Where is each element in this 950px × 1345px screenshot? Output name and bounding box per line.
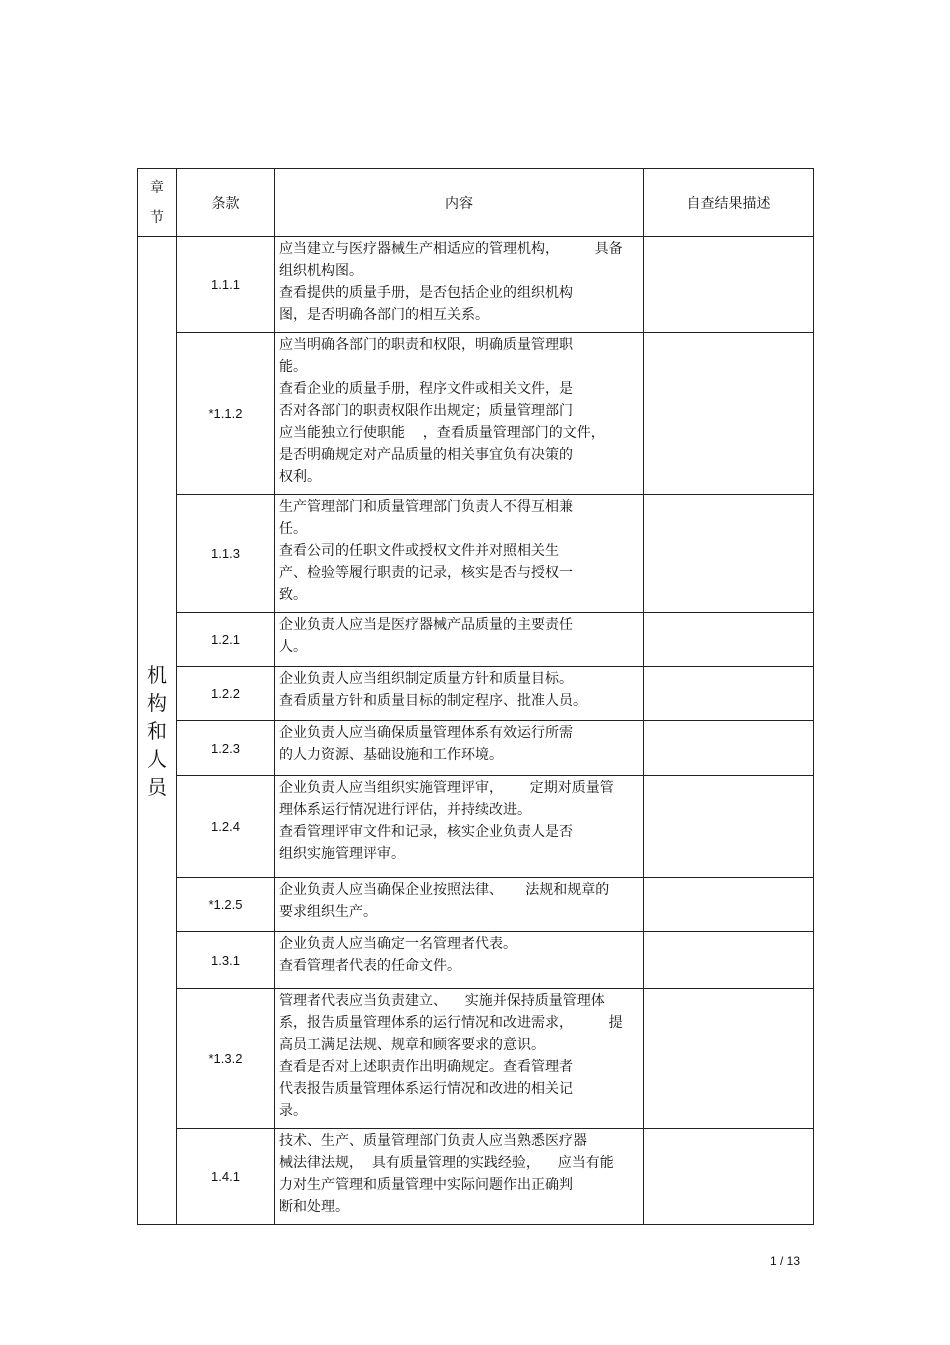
- result-cell[interactable]: [644, 776, 814, 878]
- content-line: 权利。: [279, 469, 321, 485]
- content-line: 企业负责人应当组织制定质量方针和质量目标。: [279, 671, 573, 687]
- table-row: [138, 989, 814, 1129]
- clause-cell: 1.2.4: [177, 776, 275, 878]
- result-cell[interactable]: [644, 495, 814, 613]
- content-line: 人。: [279, 639, 307, 655]
- table-row: [138, 1129, 814, 1225]
- content-line: 要求组织生产。: [279, 904, 377, 920]
- content-cell: [275, 878, 644, 932]
- content-line: 组织机构图。: [279, 263, 363, 279]
- content-line: 任。: [279, 521, 307, 537]
- content-line: 查看质量方针和质量目标的制定程序、批准人员。: [279, 693, 587, 709]
- content-line: 系，报告质量管理体系的运行情况和改进需求， 提: [279, 1015, 623, 1031]
- content-line: 企业负责人应当组织实施管理评审， 定期对质量管: [279, 780, 614, 796]
- page-number: 1 / 13: [770, 1254, 801, 1268]
- header-clause: 条款: [177, 169, 275, 237]
- content-cell: [275, 613, 644, 667]
- table-row: [138, 613, 814, 667]
- content-line: 查看管理评审文件和记录，核实企业负责人是否: [279, 824, 573, 840]
- table-row: [138, 932, 814, 989]
- table-row: [138, 333, 814, 495]
- clause-cell: 1.2.1: [177, 613, 275, 667]
- content-line: 管理者代表应当负责建立、 实施并保持质量管理体: [279, 993, 605, 1009]
- content-line: 查看提供的质量手册，是否包括企业的组织机构: [279, 285, 573, 301]
- content-cell: [275, 333, 644, 495]
- content-line: 生产管理部门和质量管理部门负责人不得互相兼: [279, 499, 573, 515]
- content-line: 应当能独立行使职能 ，查看质量管理部门的文件，: [279, 425, 605, 441]
- content-line: 力对生产管理和质量管理中实际问题作出正确判: [279, 1177, 573, 1193]
- clause-cell: 1.3.1: [177, 932, 275, 989]
- header-result: 自查结果描述: [644, 169, 814, 237]
- clause-cell: 1.1.1: [177, 237, 275, 333]
- content-line: 查看管理者代表的任命文件。: [279, 958, 461, 974]
- result-cell[interactable]: [644, 989, 814, 1129]
- content-cell: [275, 1129, 644, 1225]
- content-line: 应当明确各部门的职责和权限，明确质量管理职: [279, 337, 573, 353]
- clause-cell: 1.2.2: [177, 667, 275, 721]
- table-row: [138, 667, 814, 721]
- content-line: 组织实施管理评审。: [279, 846, 405, 862]
- content-line: 技术、生产、质量管理部门负责人应当熟悉医疗器: [279, 1133, 587, 1149]
- content-line: 录。: [279, 1103, 307, 1119]
- content-line: 产、检验等履行职责的记录，核实是否与授权一: [279, 565, 573, 581]
- content-line: 能。: [279, 359, 307, 375]
- clause-cell: *1.3.2: [177, 989, 275, 1129]
- content-line: 械法律法规， 具有质量管理的实践经验， 应当有能: [279, 1155, 614, 1171]
- content-line: 是否明确规定对产品质量的相关事宜负有决策的: [279, 447, 573, 463]
- content-line: 企业负责人应当确保企业按照法律、 法规和规章的: [279, 882, 610, 898]
- content-line: 企业负责人应当确定一名管理者代表。: [279, 936, 517, 952]
- chapter-cell: [138, 237, 177, 1225]
- clause-cell: 1.1.3: [177, 495, 275, 613]
- table-row: [138, 237, 814, 333]
- self-inspection-table: [137, 168, 814, 1225]
- result-cell[interactable]: [644, 878, 814, 932]
- content-cell: [275, 237, 644, 333]
- clause-cell: 1.4.1: [177, 1129, 275, 1225]
- content-line: 理体系运行情况进行评估，并持续改进。: [279, 802, 531, 818]
- result-cell[interactable]: [644, 932, 814, 989]
- header-chapter-label: 章 节: [150, 179, 164, 226]
- content-line: 查看是否对上述职责作出明确规定。查看管理者: [279, 1059, 573, 1075]
- content-cell: [275, 495, 644, 613]
- content-line: 图，是否明确各部门的相互关系。: [279, 307, 489, 323]
- content-line: 断和处理。: [279, 1199, 349, 1215]
- table-row: [138, 878, 814, 932]
- result-cell[interactable]: [644, 1129, 814, 1225]
- header-chapter: [138, 169, 177, 237]
- content-line: 企业负责人应当是医疗器械产品质量的主要责任: [279, 617, 573, 633]
- result-cell[interactable]: [644, 667, 814, 721]
- content-line: 的人力资源、基础设施和工作环境。: [279, 747, 503, 763]
- content-line: 查看企业的质量手册，程序文件或相关文件，是: [279, 381, 573, 397]
- table-row: [138, 776, 814, 878]
- content-line: 否对各部门的职责权限作出规定；质量管理部门: [279, 403, 573, 419]
- content-line: 企业负责人应当确保质量管理体系有效运行所需: [279, 725, 573, 741]
- content-line: 查看公司的任职文件或授权文件并对照相关生: [279, 543, 559, 559]
- content-line: 致。: [279, 587, 307, 603]
- result-cell[interactable]: [644, 721, 814, 776]
- result-cell[interactable]: [644, 613, 814, 667]
- content-cell: [275, 989, 644, 1129]
- header-content: 内容: [275, 169, 644, 237]
- chapter-label: 机构和人员: [147, 662, 167, 799]
- result-cell[interactable]: [644, 237, 814, 333]
- table-row: [138, 495, 814, 613]
- table-row: [138, 721, 814, 776]
- content-line: 代表报告质量管理体系运行情况和改进的相关记: [279, 1081, 573, 1097]
- content-line: 高员工满足法规、规章和顾客要求的意识。: [279, 1037, 545, 1053]
- result-cell[interactable]: [644, 333, 814, 495]
- content-cell: [275, 667, 644, 721]
- content-cell: [275, 721, 644, 776]
- clause-cell: 1.2.3: [177, 721, 275, 776]
- header-row: [138, 169, 814, 237]
- content-cell: [275, 776, 644, 878]
- content-line: 应当建立与医疗器械生产相适应的管理机构， 具备: [279, 241, 623, 257]
- content-cell: [275, 932, 644, 989]
- clause-cell: *1.2.5: [177, 878, 275, 932]
- clause-cell: *1.1.2: [177, 333, 275, 495]
